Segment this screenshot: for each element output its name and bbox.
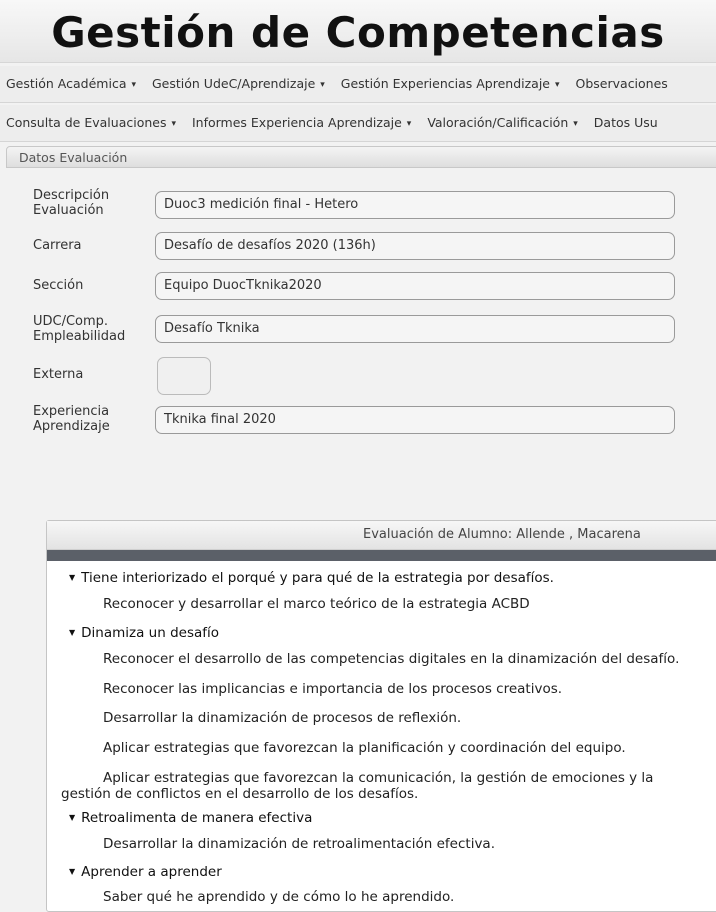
label-seccion: Sección <box>33 278 84 293</box>
triangle-down-icon[interactable]: ▼ <box>69 867 76 876</box>
tree-item[interactable]: Desarrollar la dinamización de retroalimentación efectiva. <box>103 836 496 852</box>
carrera-field[interactable]: Desafío de desafíos 2020 (136h) <box>155 232 675 260</box>
tree-item[interactable]: Saber qué he aprendido y de cómo lo he aprendido. <box>103 889 455 905</box>
app-title: Gestión de Competencias <box>51 8 665 57</box>
tree-item[interactable]: Aplicar estrategias que favorezcan la planificación y coordinación del equipo. <box>103 740 626 756</box>
app-header <box>0 0 716 63</box>
section-tab-datos-evaluacion[interactable]: Datos Evaluación <box>6 146 716 168</box>
label-experiencia: Experiencia Aprendizaje <box>33 404 110 434</box>
triangle-down-icon[interactable]: ▼ <box>69 573 76 582</box>
caret-down-icon: ▾ <box>573 119 578 129</box>
main-menu-row-2 <box>0 105 716 142</box>
main-menu-row-1 <box>0 66 716 103</box>
tree-group-1[interactable]: ▼ Tiene interiorizado el porqué y para qué de la estrategia por desafíos. <box>69 570 554 586</box>
label-carrera: Carrera <box>33 238 82 253</box>
menu-valoracion[interactable]: Valoración/Calificación ▾ <box>427 115 578 130</box>
externa-checkbox[interactable] <box>157 357 211 395</box>
descripcion-field[interactable]: Duoc3 medición final - Hetero <box>155 191 675 219</box>
caret-down-icon: ▾ <box>406 119 412 129</box>
caret-down-icon: ▾ <box>555 80 560 90</box>
seccion-field[interactable]: Equipo DuocTknika2020 <box>155 272 675 300</box>
caret-down-icon: ▾ <box>320 80 325 90</box>
menu-informes-experiencia[interactable]: Informes Experiencia Aprendizaje ▾ <box>191 115 412 130</box>
tree-group-4[interactable]: ▼ Aprender a aprender <box>69 864 222 880</box>
tree-item[interactable]: Aplicar estrategias que favorezcan la comunicación, la gestión de emociones y la gestión de conflictos en el desarrollo de los desafíos. <box>61 770 654 802</box>
menu-observaciones[interactable]: Observaciones <box>575 76 668 91</box>
menu-consulta-evaluaciones[interactable]: Consulta de Evaluaciones ▾ <box>6 115 176 130</box>
label-udc: UDC/Comp. Empleabilidad <box>33 314 126 344</box>
label-descripcion: Descripción Evaluación <box>33 188 110 218</box>
tree-item[interactable]: Reconocer el desarrollo de las competencias digitales en la dinamización del desafío. <box>103 651 680 667</box>
evaluation-header-bar <box>47 550 716 561</box>
tree-item[interactable]: Reconocer las implicancias e importancia de los procesos creativos. <box>103 681 563 697</box>
menu-gestion-udec[interactable]: Gestión UdeC/Aprendizaje ▾ <box>152 76 325 91</box>
triangle-down-icon[interactable]: ▼ <box>69 813 76 822</box>
caret-down-icon: ▾ <box>171 119 176 129</box>
triangle-down-icon[interactable]: ▼ <box>69 628 76 637</box>
tree-item[interactable]: Desarrollar la dinamización de procesos de reflexión. <box>103 710 462 726</box>
udc-field[interactable]: Desafío Tknika <box>155 315 675 343</box>
menu-gestion-experiencias[interactable]: Gestión Experiencias Aprendizaje ▾ <box>340 76 560 91</box>
evaluation-panel <box>46 520 716 912</box>
menu-gestion-academica[interactable]: Gestión Académica ▾ <box>6 76 137 91</box>
tree-group-2[interactable]: ▼ Dinamiza un desafío <box>69 625 220 641</box>
experiencia-field[interactable]: Tknika final 2020 <box>155 406 675 434</box>
tree-item[interactable]: Reconocer y desarrollar el marco teórico de la estrategia ACBD <box>103 596 530 612</box>
caret-down-icon: ▾ <box>131 80 137 90</box>
tree-group-3[interactable]: ▼ Retroalimenta de manera efectiva <box>69 810 313 826</box>
menu-datos-usuario[interactable]: Datos Usu <box>593 115 658 130</box>
label-externa: Externa <box>33 367 84 382</box>
evaluation-header: Evaluación de Alumno: Allende , Macarena <box>47 521 716 550</box>
